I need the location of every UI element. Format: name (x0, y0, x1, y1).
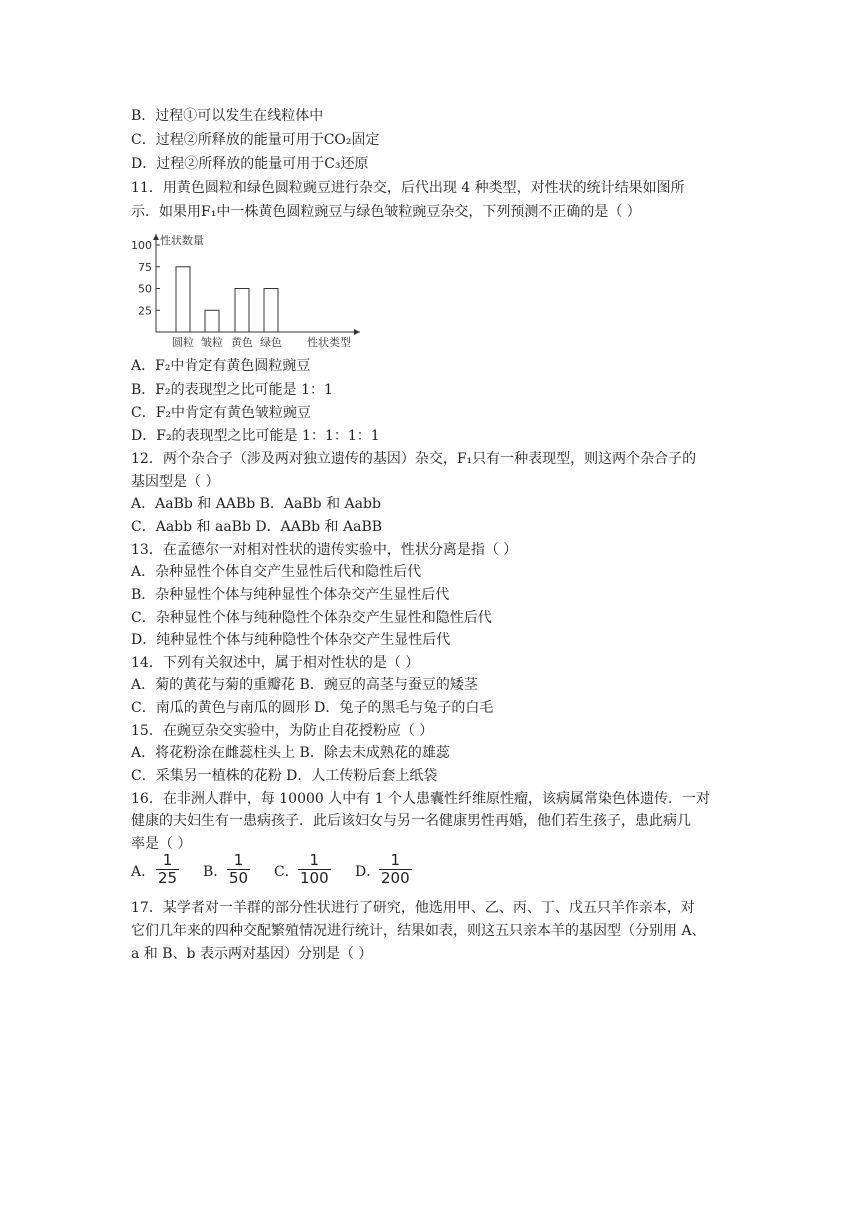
x-category-label: 圆粒 (172, 336, 194, 349)
q16-option-c-fraction (298, 852, 331, 887)
x-category-label: 黄色 (231, 336, 253, 349)
y-tick-label: 50 (138, 282, 152, 296)
q11-option-a: A．F₂中肯定有黄色圆粒豌豆 (131, 358, 311, 374)
q11-option-b: B．F₂的表现型之比可能是 1：1 (131, 382, 333, 398)
q11-stem-line1: 11．用黄色圆粒和绿色圆粒豌豆进行杂交，后代出现 4 种类型，对性状的统计结果如图所 (131, 180, 685, 196)
q15-options-row1: A．将花粉涂在雌蕊柱头上 B．除去未成熟花的雄蕊 (131, 745, 450, 761)
bar-1 (176, 267, 190, 332)
q12-options-row1: A．AaBb 和 AABb B．AaBb 和 Aabb (131, 496, 381, 512)
q10-option-b: B．过程①可以发生在线粒体中 (131, 108, 324, 124)
q16-stem-line1: 16．在非洲人群中，每 10000 人中有 1 个人患囊性纤维原性瘤，该病属常染色体遗传．一对 (131, 791, 711, 807)
q12-options-row2: C．Aabb 和 aaBb D．AABb 和 AaBB (131, 519, 383, 535)
q16-option-b-fraction (227, 852, 250, 887)
bar-3 (235, 289, 249, 333)
q14-options-row1: A．菊的黄花与菊的重瓣花 B．豌豆的高茎与蚕豆的矮茎 (131, 677, 478, 693)
q15-options-row2: C．采集另一植株的花粉 D．人工传粉后套上纸袋 (131, 768, 438, 784)
q16-option-d-numerator: 1 (390, 851, 401, 869)
q11-option-c: C．F₂中肯定有黄色皱粒豌豆 (131, 405, 312, 421)
bar-4 (264, 289, 278, 333)
q13-option-a: A．杂种显性个体自交产生显性后代和隐性后代 (131, 564, 422, 580)
y-tick-label: 100 (131, 239, 152, 252)
q10-option-c: C．过程②所释放的能量可用于CO₂固定 (131, 132, 380, 148)
q13-option-c: C．杂种显性个体与纯种隐性个体杂交产生显性和隐性后代 (131, 610, 492, 626)
q14-options-row2: C．南瓜的黄色与南瓜的圆形 D．兔子的黑毛与兔子的白毛 (131, 700, 494, 716)
q16-option-a-numerator: 1 (162, 851, 173, 869)
q17-stem-line2: 它们几年来的四种交配繁殖情况进行统计，结果如表，则这五只亲本羊的基因型（分别用 A、 (131, 923, 706, 939)
x-category-label: 皱粒 (201, 336, 223, 349)
q11-option-d: D．F₂的表现型之比可能是 1：1：1：1 (131, 428, 380, 444)
q16-option-a-fraction (156, 852, 179, 887)
q12-stem-line2: 基因型是（ ） (131, 474, 220, 490)
y-axis-label: 性状数量 (160, 234, 204, 247)
q16-option-b-denominator: 50 (229, 869, 249, 887)
q12-stem-line1: 12．两个杂合子（涉及两对独立遗传的基因）杂交，F₁只有一种表现型，则这两个杂合子的 (131, 451, 697, 467)
x-axis-label: 性状类型 (307, 336, 351, 349)
q11-stem-line2: 示．如果用F₁中一株黄色圆粒豌豆与绿色皱粒豌豆杂交，下列预测不正确的是（ ） (131, 204, 641, 220)
q13-option-b: B．杂种显性个体与纯种显性个体杂交产生显性后代 (131, 587, 450, 603)
q15-stem: 15．在豌豆杂交实验中，为防止自花授粉应（ ） (131, 723, 434, 739)
q14-stem: 14．下列有关叙述中，属于相对性状的是（ ） (131, 655, 420, 671)
q16-option-d-label: D． (355, 864, 381, 880)
q13-option-d: D．纯种显性个体与纯种隐性个体杂交产生显性后代 (131, 632, 451, 648)
y-tick-label: 75 (138, 260, 152, 274)
bar-2 (205, 310, 219, 332)
q16-option-b-numerator: 1 (233, 851, 244, 869)
q16-option-d-denominator: 200 (381, 869, 410, 887)
y-tick-label: 25 (138, 304, 152, 318)
q16-option-d-fraction (379, 852, 412, 887)
q17-stem-line1: 17．某学者对一羊群的部分性状进行了研究，他选用甲、乙、丙、丁、戊五只羊作亲本，对 (131, 900, 695, 916)
q13-stem: 13．在孟德尔一对相对性状的遗传实验中，性状分离是指（ ） (131, 542, 518, 558)
x-category-label: 绿色 (260, 336, 282, 349)
q16-option-a-label: A． (131, 864, 156, 880)
q10-option-d: D．过程②所释放的能量可用于C₃还原 (131, 156, 369, 172)
q16-option-c-numerator: 1 (309, 851, 320, 869)
q16-option-b-label: B． (203, 864, 228, 880)
q16-option-a-denominator: 25 (158, 869, 178, 887)
q17-stem-line3: a 和 B、b 表示两对基因）分别是（ ） (131, 946, 373, 962)
q16-option-c-denominator: 100 (300, 869, 329, 887)
q16-stem-line3: 率是（ ） (131, 836, 192, 852)
q16-stem-line2: 健康的夫妇生有一患病孩子．此后该妇女与另一名健康男性再婚，他们若生孩子，患此病几 (131, 813, 691, 829)
y-axis-arrow-icon (153, 234, 159, 240)
x-axis-arrow-icon (354, 329, 360, 335)
q11-bar-chart (128, 226, 368, 351)
q16-option-c-label: C． (274, 864, 299, 880)
